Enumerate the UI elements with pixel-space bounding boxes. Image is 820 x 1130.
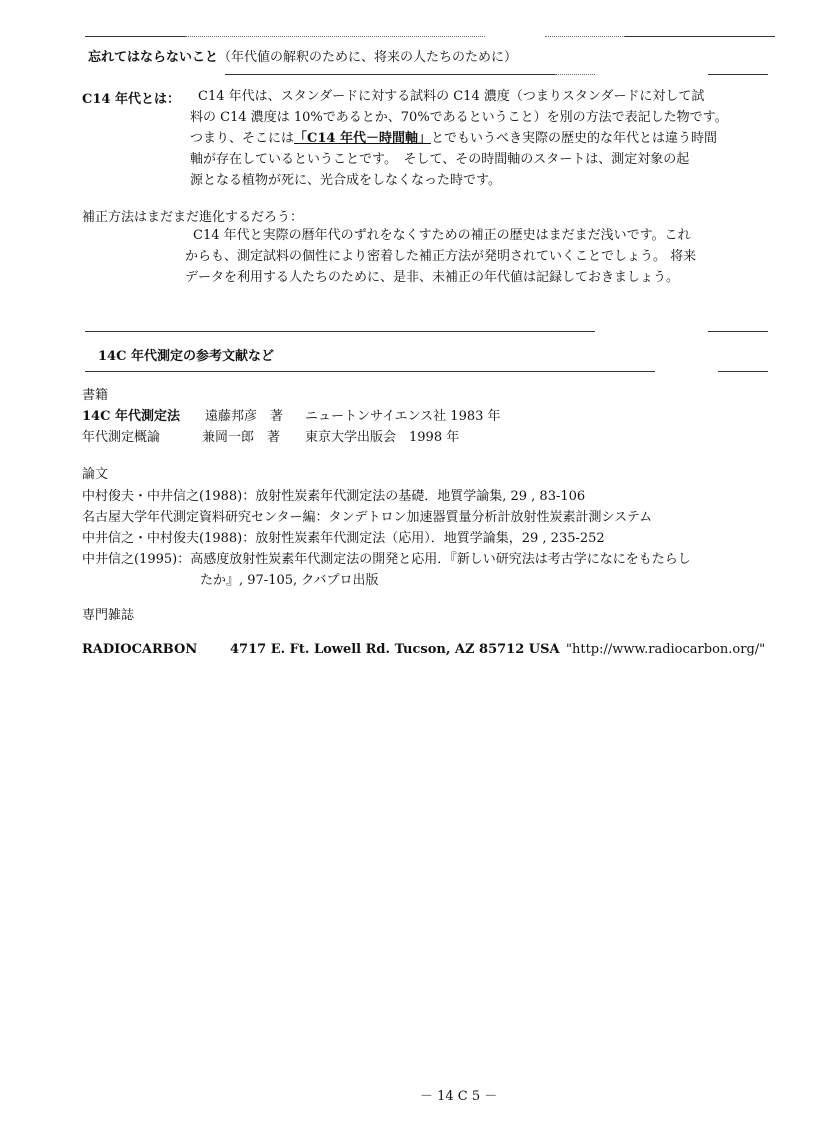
paper-4: 中井信之(1995)：高感度放射性炭素年代測定法の開発と応用．『新しい研究法は考古学になにをもたらし bbox=[82, 552, 691, 567]
section2-title: 14C 年代測定の参考文献など bbox=[98, 349, 274, 364]
section2-bottom-rule-right bbox=[718, 371, 768, 372]
journals-label: 専門雑誌 bbox=[82, 608, 135, 623]
c14-def-label: C14 年代とは： bbox=[82, 92, 180, 107]
paper-4-cont: たか』, 97-105, クバプロ出版 bbox=[200, 573, 379, 588]
paper-3: 中井信之・中村俊夫(1988)：放射性炭素年代測定法（応用）．地質学論集，29 , 235-252 bbox=[82, 531, 605, 546]
c14-def-line-2: 料の C14 濃度は 10%であるとか、70%であるということ）を別の方法で表記した物です。 bbox=[190, 110, 728, 125]
book-1-author: 遠藤邦彦 著 bbox=[205, 409, 284, 424]
correction-label: 補正方法はまだまだ進化するだろう： bbox=[82, 210, 304, 225]
book-1-title: 14C 年代測定法 bbox=[82, 409, 180, 424]
journal-url: "http://www.radiocarbon.org/" bbox=[566, 642, 766, 657]
book-2-title: 年代測定概論 bbox=[82, 430, 161, 445]
section2-bottom-rule bbox=[85, 371, 655, 372]
correction-line-3: データを利用する人たちのために、是非、未補正の年代値は記録しておきましょう。 bbox=[185, 270, 680, 285]
c14-def-line-1: C14 年代は、スタンダードに対する試料の C14 濃度（つまりスタンダードに対して試 bbox=[198, 89, 705, 104]
papers-label: 論文 bbox=[82, 467, 109, 482]
page-number: － 14 C 5 － bbox=[420, 1089, 498, 1104]
c14-def-line-3a: つまり、そこには bbox=[190, 131, 295, 146]
section1-subtitle: （年代値の解釈のために、将来の人たちのために） bbox=[218, 50, 518, 65]
c14-def-line-4: 軸が存在しているということです。 そして、その時間軸のスタートは、測定対象の起 bbox=[190, 152, 690, 167]
section2-top-rule bbox=[85, 331, 595, 332]
correction-line-1: C14 年代と実際の暦年代のずれをなくすための補正の歴史はまだまだ浅いです。これ bbox=[193, 228, 691, 243]
c14-def-line-5: 源となる植物が死に、光合成をしなくなった時です。 bbox=[190, 173, 501, 188]
top-rule-left bbox=[85, 36, 185, 37]
top-rule-dots bbox=[185, 36, 485, 37]
books-label: 書籍 bbox=[82, 388, 109, 403]
book-2-publisher: 東京大学出版会 1998 年 bbox=[305, 430, 460, 445]
paper-2: 名古屋大学年代測定資料研究センター編：タンデトロン加速器質量分析計放射性炭素計測システム bbox=[82, 510, 653, 525]
section1-underline-dots bbox=[555, 74, 595, 75]
journal-address: 4717 E. Ft. Lowell Rd. Tucson, AZ 85712 USA bbox=[230, 642, 560, 657]
section1-underline-right bbox=[708, 74, 768, 75]
correction-line-2: からも、測定試料の個性により密着した補正方法が発明されていくことでしょう。 将来 bbox=[185, 249, 697, 264]
c14-def-line-3b: とでもいうべき実際の歴史的な年代とは違う時間 bbox=[430, 131, 717, 146]
c14-time-axis-term: 「C14 年代－時間軸」 bbox=[294, 131, 431, 146]
book-2-author: 兼岡一郎 著 bbox=[202, 430, 281, 445]
section1-title: 忘れてはならないこと bbox=[88, 50, 219, 65]
top-rule-right bbox=[625, 36, 775, 37]
book-1-publisher: ニュートンサイエンス社 1983 年 bbox=[305, 409, 501, 424]
section1-heading bbox=[88, 46, 517, 65]
section1-underline bbox=[225, 74, 555, 75]
top-rule-dots-right bbox=[545, 36, 625, 37]
paper-1: 中村俊夫・中井信之(1988)：放射性炭素年代測定法の基礎．地質学論集, 29 , 83-106 bbox=[82, 489, 586, 504]
section2-top-rule-right bbox=[708, 331, 768, 332]
c14-def-line-3 bbox=[190, 128, 717, 149]
journal-name: RADIOCARBON bbox=[82, 642, 198, 657]
